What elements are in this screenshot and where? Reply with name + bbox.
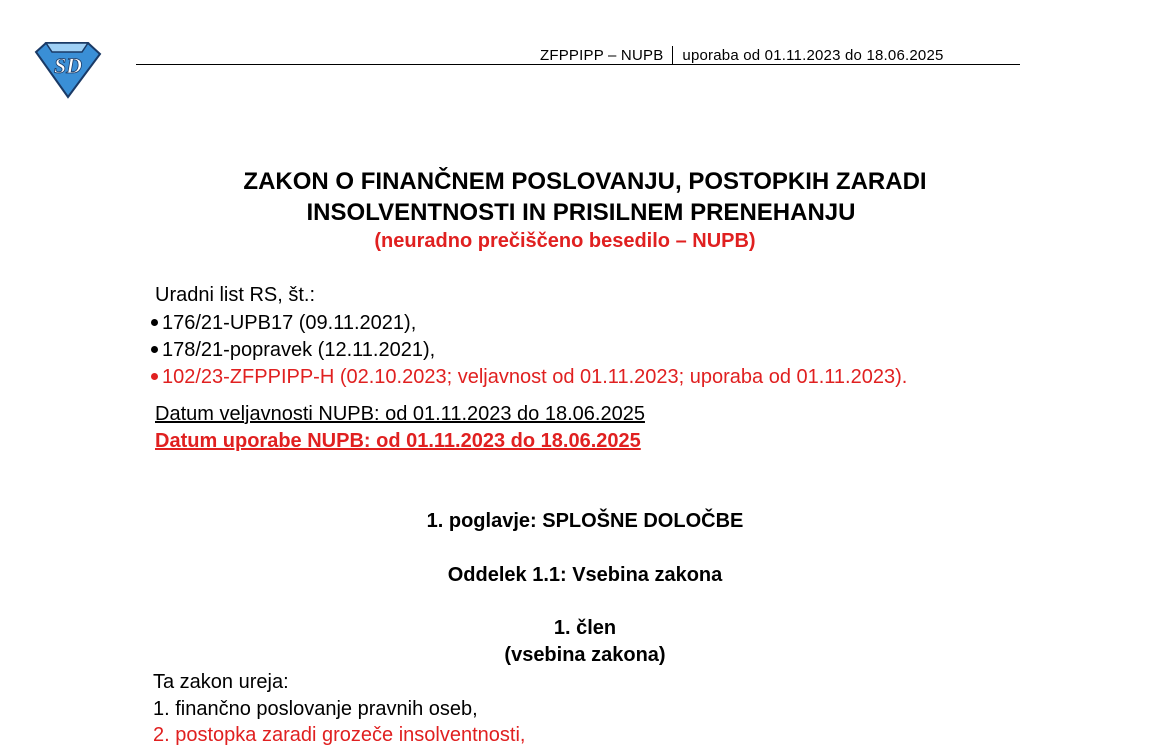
header-rule — [136, 64, 1020, 65]
gazette-entry — [151, 339, 435, 362]
chapter-heading: 1. poglavje: SPLOŠNE DOLOČBE — [426, 510, 744, 532]
document-title-line-1: ZAKON O FINANČNEM POSLOVANJU, POSTOPKIH ZARADI — [243, 168, 927, 195]
section-heading: Oddelek 1.1: Vsebina zakona — [447, 564, 723, 586]
article-item: 1. finančno poslovanje pravnih oseb, — [153, 698, 478, 720]
bullet-icon — [151, 373, 158, 380]
document-subtitle: (neuradno prečiščeno besedilo – NUPB) — [374, 230, 756, 252]
header-usage-period: uporaba od 01.11.2023 do 18.06.2025 — [682, 47, 944, 64]
gazette-entry-text: 178/21-popravek (12.11.2021), — [162, 339, 436, 361]
header-separator — [672, 46, 673, 64]
gazette-entry-amendment — [151, 366, 907, 389]
bullet-icon — [151, 346, 158, 353]
article-title: (vsebina zakona) — [504, 644, 666, 666]
article-item-amended: 2. postopka zaradi grozeče insolventnosti, — [153, 724, 526, 746]
bullet-icon — [151, 319, 158, 326]
logo-lettering: SD — [53, 53, 83, 78]
gazette-entry — [151, 312, 416, 335]
usage-date: Datum uporabe NUPB: od 01.11.2023 do 18.06.2025 — [155, 430, 641, 452]
gazette-entry-text: 102/23-ZFPPIPP-H (02.10.2023; veljavnost od 01.11.2023; uporaba od 01.11.2023). — [162, 366, 908, 388]
gazette-entry-text: 176/21-UPB17 (09.11.2021), — [162, 312, 417, 334]
article-intro: Ta zakon ureja: — [153, 671, 289, 693]
running-header — [540, 46, 944, 64]
header-law-abbrev: ZFPPIPP – NUPB — [540, 47, 664, 64]
document-title-line-2: INSOLVENTNOSTI IN PRISILNEM PRENEHANJU — [306, 199, 856, 226]
article-heading: 1. člen — [553, 617, 617, 639]
gazette-label: Uradni list RS, št.: — [155, 284, 316, 306]
sd-logo — [30, 40, 104, 100]
validity-date: Datum veljavnosti NUPB: od 01.11.2023 do 18.06.2025 — [155, 403, 645, 425]
